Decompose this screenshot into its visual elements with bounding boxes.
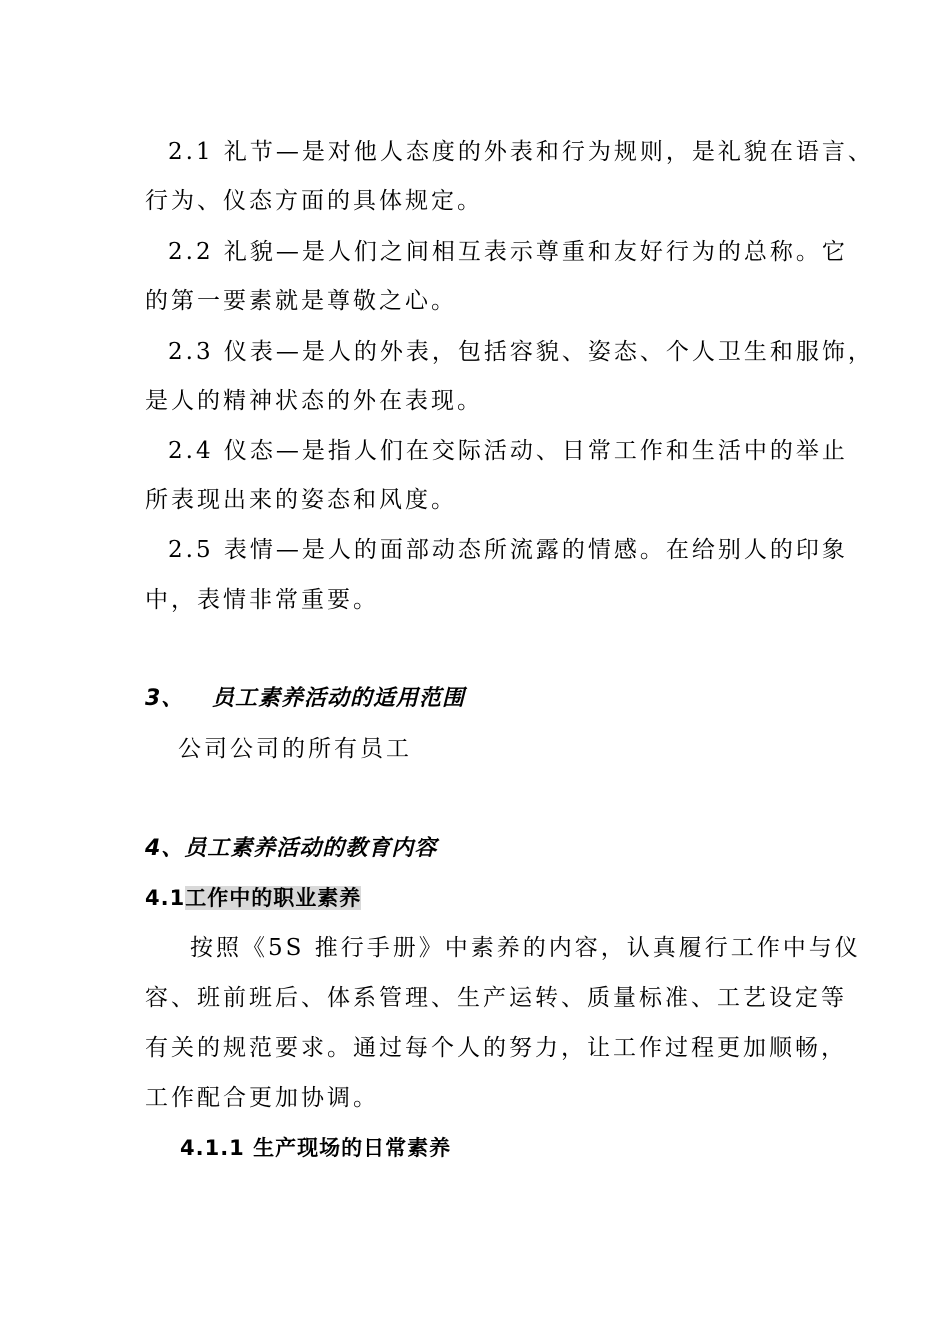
item-2-3-line-2: 是人的精神状态的外在表现。 xyxy=(145,388,483,414)
item-2-3-line-1: 2.3 仪表—是人的外表，包括容貌、姿态、个人卫生和服饰， xyxy=(168,339,874,365)
subsection-4-1-number: 4.1 xyxy=(145,886,186,910)
paragraph-4-1-line-3: 有关的规范要求。通过每个人的努力，让工作过程更加顺畅， xyxy=(145,1035,847,1061)
item-2-1-line-2: 行为、仪态方面的具体规定。 xyxy=(145,188,483,214)
item-2-4-line-2: 所表现出来的姿态和风度。 xyxy=(145,487,457,513)
section-3-heading: 员工素养活动的适用范围 xyxy=(212,686,466,711)
section-3-number: 3、 xyxy=(145,686,185,711)
subsection-4-1-1-heading xyxy=(180,1133,451,1163)
paragraph-4-1-line-2: 容、班前班后、体系管理、生产运转、质量标准、工艺设定等 xyxy=(145,985,847,1011)
item-2-2-line-1: 2.2 礼貌—是人们之间相互表示尊重和友好行为的总称。它 xyxy=(168,239,848,265)
subsection-4-1-1-number: 4.1.1 xyxy=(180,1136,245,1160)
subsection-4-1-1-title: 生产现场的日常素养 xyxy=(253,1136,452,1160)
item-2-4-line-1: 2.4 仪态—是指人们在交际活动、日常工作和生活中的举止 xyxy=(168,438,848,464)
section-3-body: 公司公司的所有员工 xyxy=(178,736,412,762)
paragraph-4-1-line-4: 工作配合更加协调。 xyxy=(145,1085,379,1111)
section-4-heading: 4、员工素养活动的教育内容 xyxy=(145,836,438,861)
item-2-5-line-2: 中，表情非常重要。 xyxy=(145,587,379,613)
item-2-1-line-1: 2.1 礼节—是对他人态度的外表和行为规则，是礼貌在语言、 xyxy=(168,139,874,165)
item-2-2-line-2: 的第一要素就是尊敬之心。 xyxy=(145,288,457,314)
item-2-5-line-1: 2.5 表情—是人的面部动态所流露的情感。在给别人的印象 xyxy=(168,537,848,563)
subsection-4-1-heading xyxy=(145,883,361,913)
subsection-4-1-title: 工作中的职业素养 xyxy=(185,886,362,910)
paragraph-4-1-line-1: 按照《5S 推行手册》中素养的内容，认真履行工作中与仪 xyxy=(190,935,861,961)
